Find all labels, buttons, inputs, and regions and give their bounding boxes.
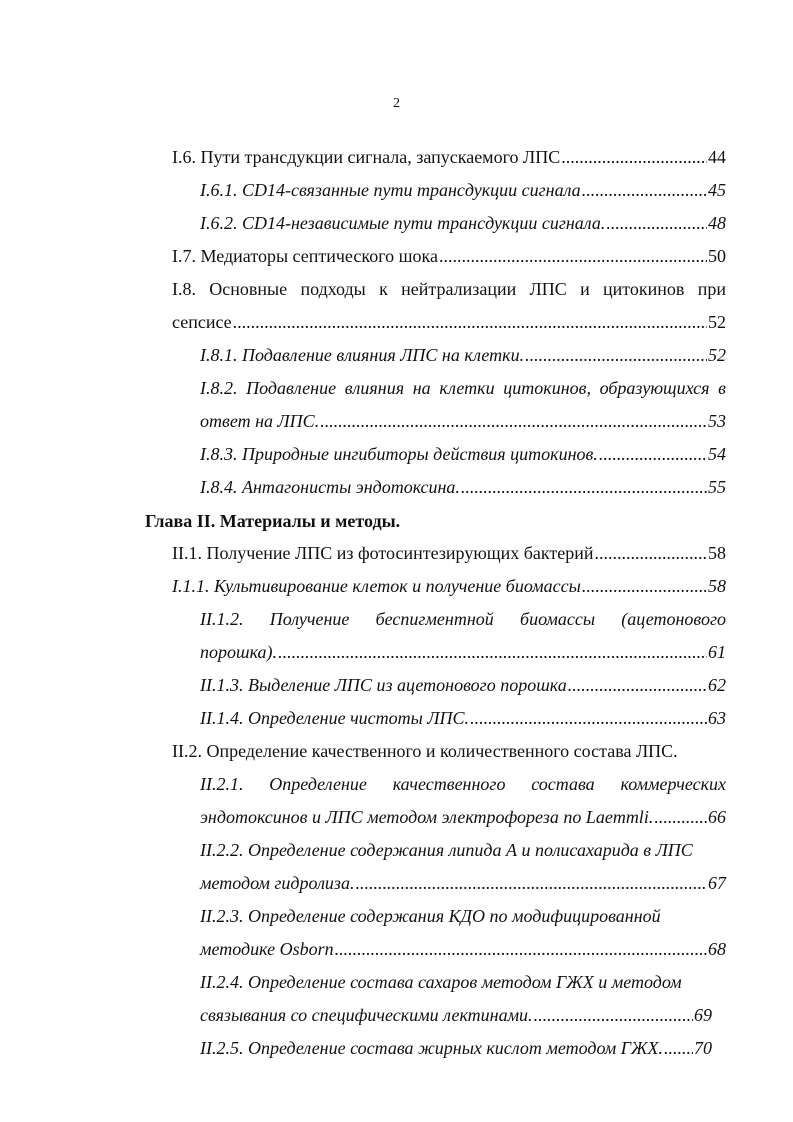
toc-entry-title: I.6.2. CD14-независимые пути трансдукции сигнала.	[200, 213, 606, 233]
toc-entry-title: I.8.3. Природные ингибиторы действия цитокинов.	[200, 444, 598, 464]
toc-entry-title: сепсисе	[172, 312, 232, 332]
toc-entry-title: I.1.1. Культивирование клеток и получение биомассы	[172, 576, 581, 596]
toc-entry-1-8-3[interactable]	[200, 438, 726, 471]
toc-entry-2-2-4-line2[interactable]	[200, 999, 712, 1032]
toc-page-number: 55	[708, 477, 726, 497]
toc-entry-1-8-2-line1[interactable]: I.8.2. Подавление влияния на клетки цитокинов, образующихся в	[200, 378, 726, 398]
dot-leader	[561, 141, 707, 174]
toc-entry-2-2-1-line2[interactable]	[200, 801, 726, 834]
toc-page-number: 58	[708, 543, 726, 563]
toc-entry-1-8-line2[interactable]	[172, 306, 726, 339]
toc-page-number: 50	[708, 246, 726, 266]
dot-leader	[664, 1032, 693, 1065]
dot-leader	[335, 933, 707, 966]
dot-leader	[595, 537, 707, 570]
toc-entry-title: методике Osborn	[200, 939, 334, 959]
toc-entry-2-1-2-line1[interactable]: II.1.2. Получение беспигментной биомассы (ацетонового	[200, 609, 726, 629]
dot-leader	[461, 471, 707, 504]
toc-entry-2-2[interactable]: II.2. Определение качественного и количественного состава ЛПС.	[172, 741, 678, 761]
toc-entry-title: I.6.1. CD14-связанные пути трансдукции сигнала	[200, 180, 581, 200]
toc-page-number: 68	[708, 939, 726, 959]
toc-page-number: 70	[694, 1038, 712, 1058]
toc-entry-title: эндотоксинов и ЛПС методом электрофореза по Laemmli.	[200, 807, 654, 827]
toc-entry-2-1-3[interactable]	[200, 669, 726, 702]
dot-leader	[278, 636, 707, 669]
toc-entry-2-2-2-line1[interactable]: II.2.2. Определение содержания липида А и полисахарида в ЛПС	[200, 840, 693, 860]
toc-page-number: 63	[708, 708, 726, 728]
toc-entry-1-8-line1[interactable]: I.8. Основные подходы к нейтрализации ЛПС и цитокинов при	[172, 279, 726, 299]
toc-entry-2-1-4[interactable]	[200, 702, 726, 735]
toc-entry-title: ответ на ЛПС.	[200, 411, 320, 431]
chapter-2-heading[interactable]: Глава II. Материалы и методы.	[145, 511, 401, 531]
toc-page-number: 62	[708, 675, 726, 695]
toc-entry-1-6[interactable]	[172, 141, 726, 174]
dot-leader	[582, 174, 707, 207]
dot-leader	[233, 306, 707, 339]
toc-page-number: 52	[708, 345, 726, 365]
toc-page-number: 45	[708, 180, 726, 200]
dot-leader	[320, 405, 707, 438]
dot-leader	[439, 240, 707, 273]
toc-entry-title: I.7. Медиаторы септического шока	[172, 246, 438, 266]
toc-entry-title: I.8.4. Антагонисты эндотоксина.	[200, 477, 460, 497]
toc-entry-2-1[interactable]	[172, 537, 726, 570]
dot-leader	[599, 438, 707, 471]
toc-page-number: 53	[708, 411, 726, 431]
toc-entry-1-7[interactable]	[172, 240, 726, 273]
toc-page-number: 52	[708, 312, 726, 332]
toc-page-number: 58	[708, 576, 726, 596]
toc-entry-2-2-3-line1[interactable]: II.2.3. Определение содержания КДО по модифицированной	[200, 906, 661, 926]
toc-entry-2-1-2-line2[interactable]	[200, 636, 726, 669]
toc-entry-2-2-3-line2[interactable]	[200, 933, 726, 966]
toc-entry-2-2-1-line1[interactable]: II.2.1. Определение качественного состава коммерческих	[200, 774, 726, 794]
toc-entry-1-6-1[interactable]	[200, 174, 726, 207]
dot-leader	[568, 669, 707, 702]
toc-page-number: 61	[708, 642, 726, 662]
toc-entry-title: методом гидролиза.	[200, 873, 355, 893]
page-number: 2	[393, 96, 400, 111]
toc-entry-1-8-1[interactable]	[200, 339, 726, 372]
dot-leader	[534, 999, 693, 1032]
toc-page-number: 66	[708, 807, 726, 827]
dot-leader	[470, 702, 707, 735]
dot-leader	[654, 801, 707, 834]
toc-entry-title: порошка).	[200, 642, 278, 662]
dot-leader	[606, 207, 707, 240]
dot-leader	[355, 867, 707, 900]
toc-entry-title: I.8.1. Подавление влияния ЛПС на клетки.	[200, 345, 525, 365]
toc-entry-2-2-5[interactable]	[200, 1032, 712, 1065]
toc-entry-1-8-2-line2[interactable]	[200, 405, 726, 438]
dot-leader	[582, 570, 707, 603]
toc-page-number: 69	[694, 1005, 712, 1025]
toc-entry-title: II.1.4. Определение чистоты ЛПС.	[200, 708, 470, 728]
toc-entry-title: II.2.5. Определение состава жирных кислот методом ГЖХ.	[200, 1038, 663, 1058]
toc-entry-title: II.1. Получение ЛПС из фотосинтезирующих бактерий	[172, 543, 594, 563]
toc-page-number: 67	[708, 873, 726, 893]
toc-entry-2-2-4-line1[interactable]: II.2.4. Определение состава сахаров методом ГЖХ и методом	[200, 972, 682, 992]
toc-entry-2-2-2-line2[interactable]	[200, 867, 726, 900]
toc-entry-1-1-1[interactable]	[172, 570, 726, 603]
dot-leader	[525, 339, 707, 372]
toc-entry-title: связывания со специфическими лектинами.	[200, 1005, 533, 1025]
toc-entry-1-6-2[interactable]	[200, 207, 726, 240]
toc-page-number: 44	[708, 147, 726, 167]
toc-page-number: 54	[708, 444, 726, 464]
toc-entry-title: I.6. Пути трансдукции сигнала, запускаемого ЛПС	[172, 147, 561, 167]
toc-entry-1-8-4[interactable]	[200, 471, 726, 504]
toc-entry-title: II.1.3. Выделение ЛПС из ацетонового порошка	[200, 675, 567, 695]
toc-page-number: 48	[708, 213, 726, 233]
